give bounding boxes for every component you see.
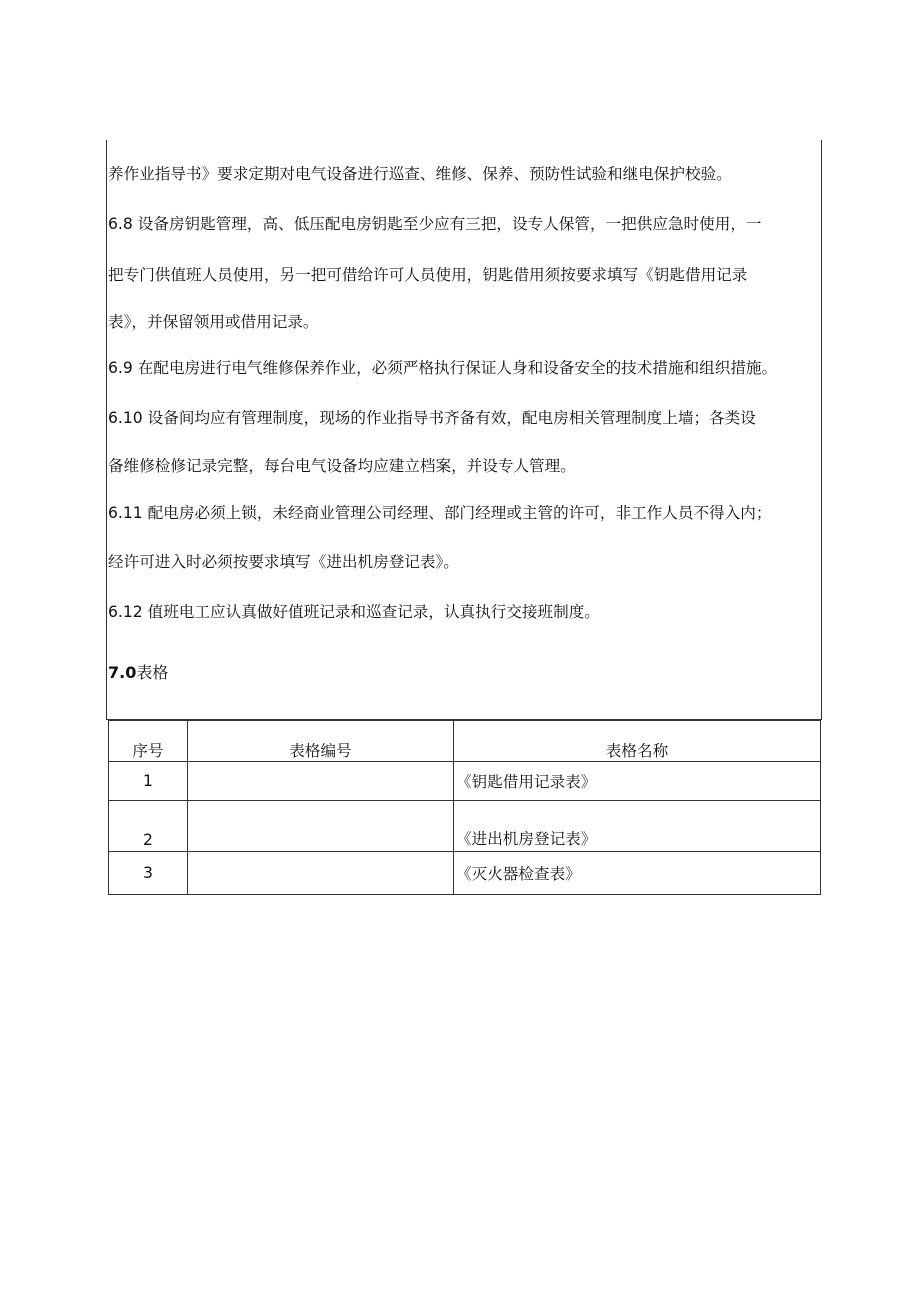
table-row xyxy=(109,762,821,801)
paragraph-line: 6.9 在配电房进行电气维修保养作业，必须严格执行保证人身和设备安全的技术措施和组织措施。 xyxy=(108,359,778,377)
cell-name: 《灭火器检查表》 xyxy=(454,852,821,895)
cell-name: 《进出机房登记表》 xyxy=(454,801,821,852)
header-code: 表格编号 xyxy=(188,721,454,762)
section-heading xyxy=(108,663,168,683)
paragraph-line: 养作业指导书》要求定期对电气设备进行巡查、维修、保养、预防性试验和继电保护校验。 xyxy=(108,165,732,183)
table-row xyxy=(109,852,821,895)
paragraph-line: 6.10 设备间均应有管理制度，现场的作业指导书齐备有效，配电房相关管理制度上墙；各类设 xyxy=(108,409,756,427)
cell-no: 2 xyxy=(109,801,188,852)
cell-code xyxy=(188,762,454,801)
table-header-row xyxy=(109,721,821,762)
paragraph-line: 备维修检修记录完整，每台电气设备均应建立档案，并设专人管理。 xyxy=(108,457,576,475)
cell-no: 1 xyxy=(109,762,188,801)
paragraph-line: 经许可进入时必须按要求填写《进出机房登记表》。 xyxy=(108,553,459,571)
cell-name: 《钥匙借用记录表》 xyxy=(454,762,821,801)
cell-code xyxy=(188,801,454,852)
header-name: 表格名称 xyxy=(454,721,821,762)
paragraph-line: 6.8 设备房钥匙管理，高、低压配电房钥匙至少应有三把，设专人保管，一把供应急时使用，一 xyxy=(108,215,762,233)
section-title: 表格 xyxy=(136,663,169,682)
cell-no: 3 xyxy=(109,852,188,895)
forms-table xyxy=(108,720,821,895)
header-no: 序号 xyxy=(109,721,188,762)
paragraph-line: 6.12 值班电工应认真做好值班记录和巡查记录，认真执行交接班制度。 xyxy=(108,603,600,621)
section-number: 7.0 xyxy=(108,663,137,682)
paragraph-line: 6.11 配电房必须上锁，未经商业管理公司经理、部门经理或主管的许可，非工作人员不得入内； xyxy=(108,504,772,522)
cell-code xyxy=(188,852,454,895)
paragraph-line: 把专门供值班人员使用，另一把可借给许可人员使用，钥匙借用须按要求填写《钥匙借用记录 xyxy=(108,266,748,284)
table-row xyxy=(109,801,821,852)
paragraph-line: 表》，并保留领用或借用记录。 xyxy=(108,313,319,331)
